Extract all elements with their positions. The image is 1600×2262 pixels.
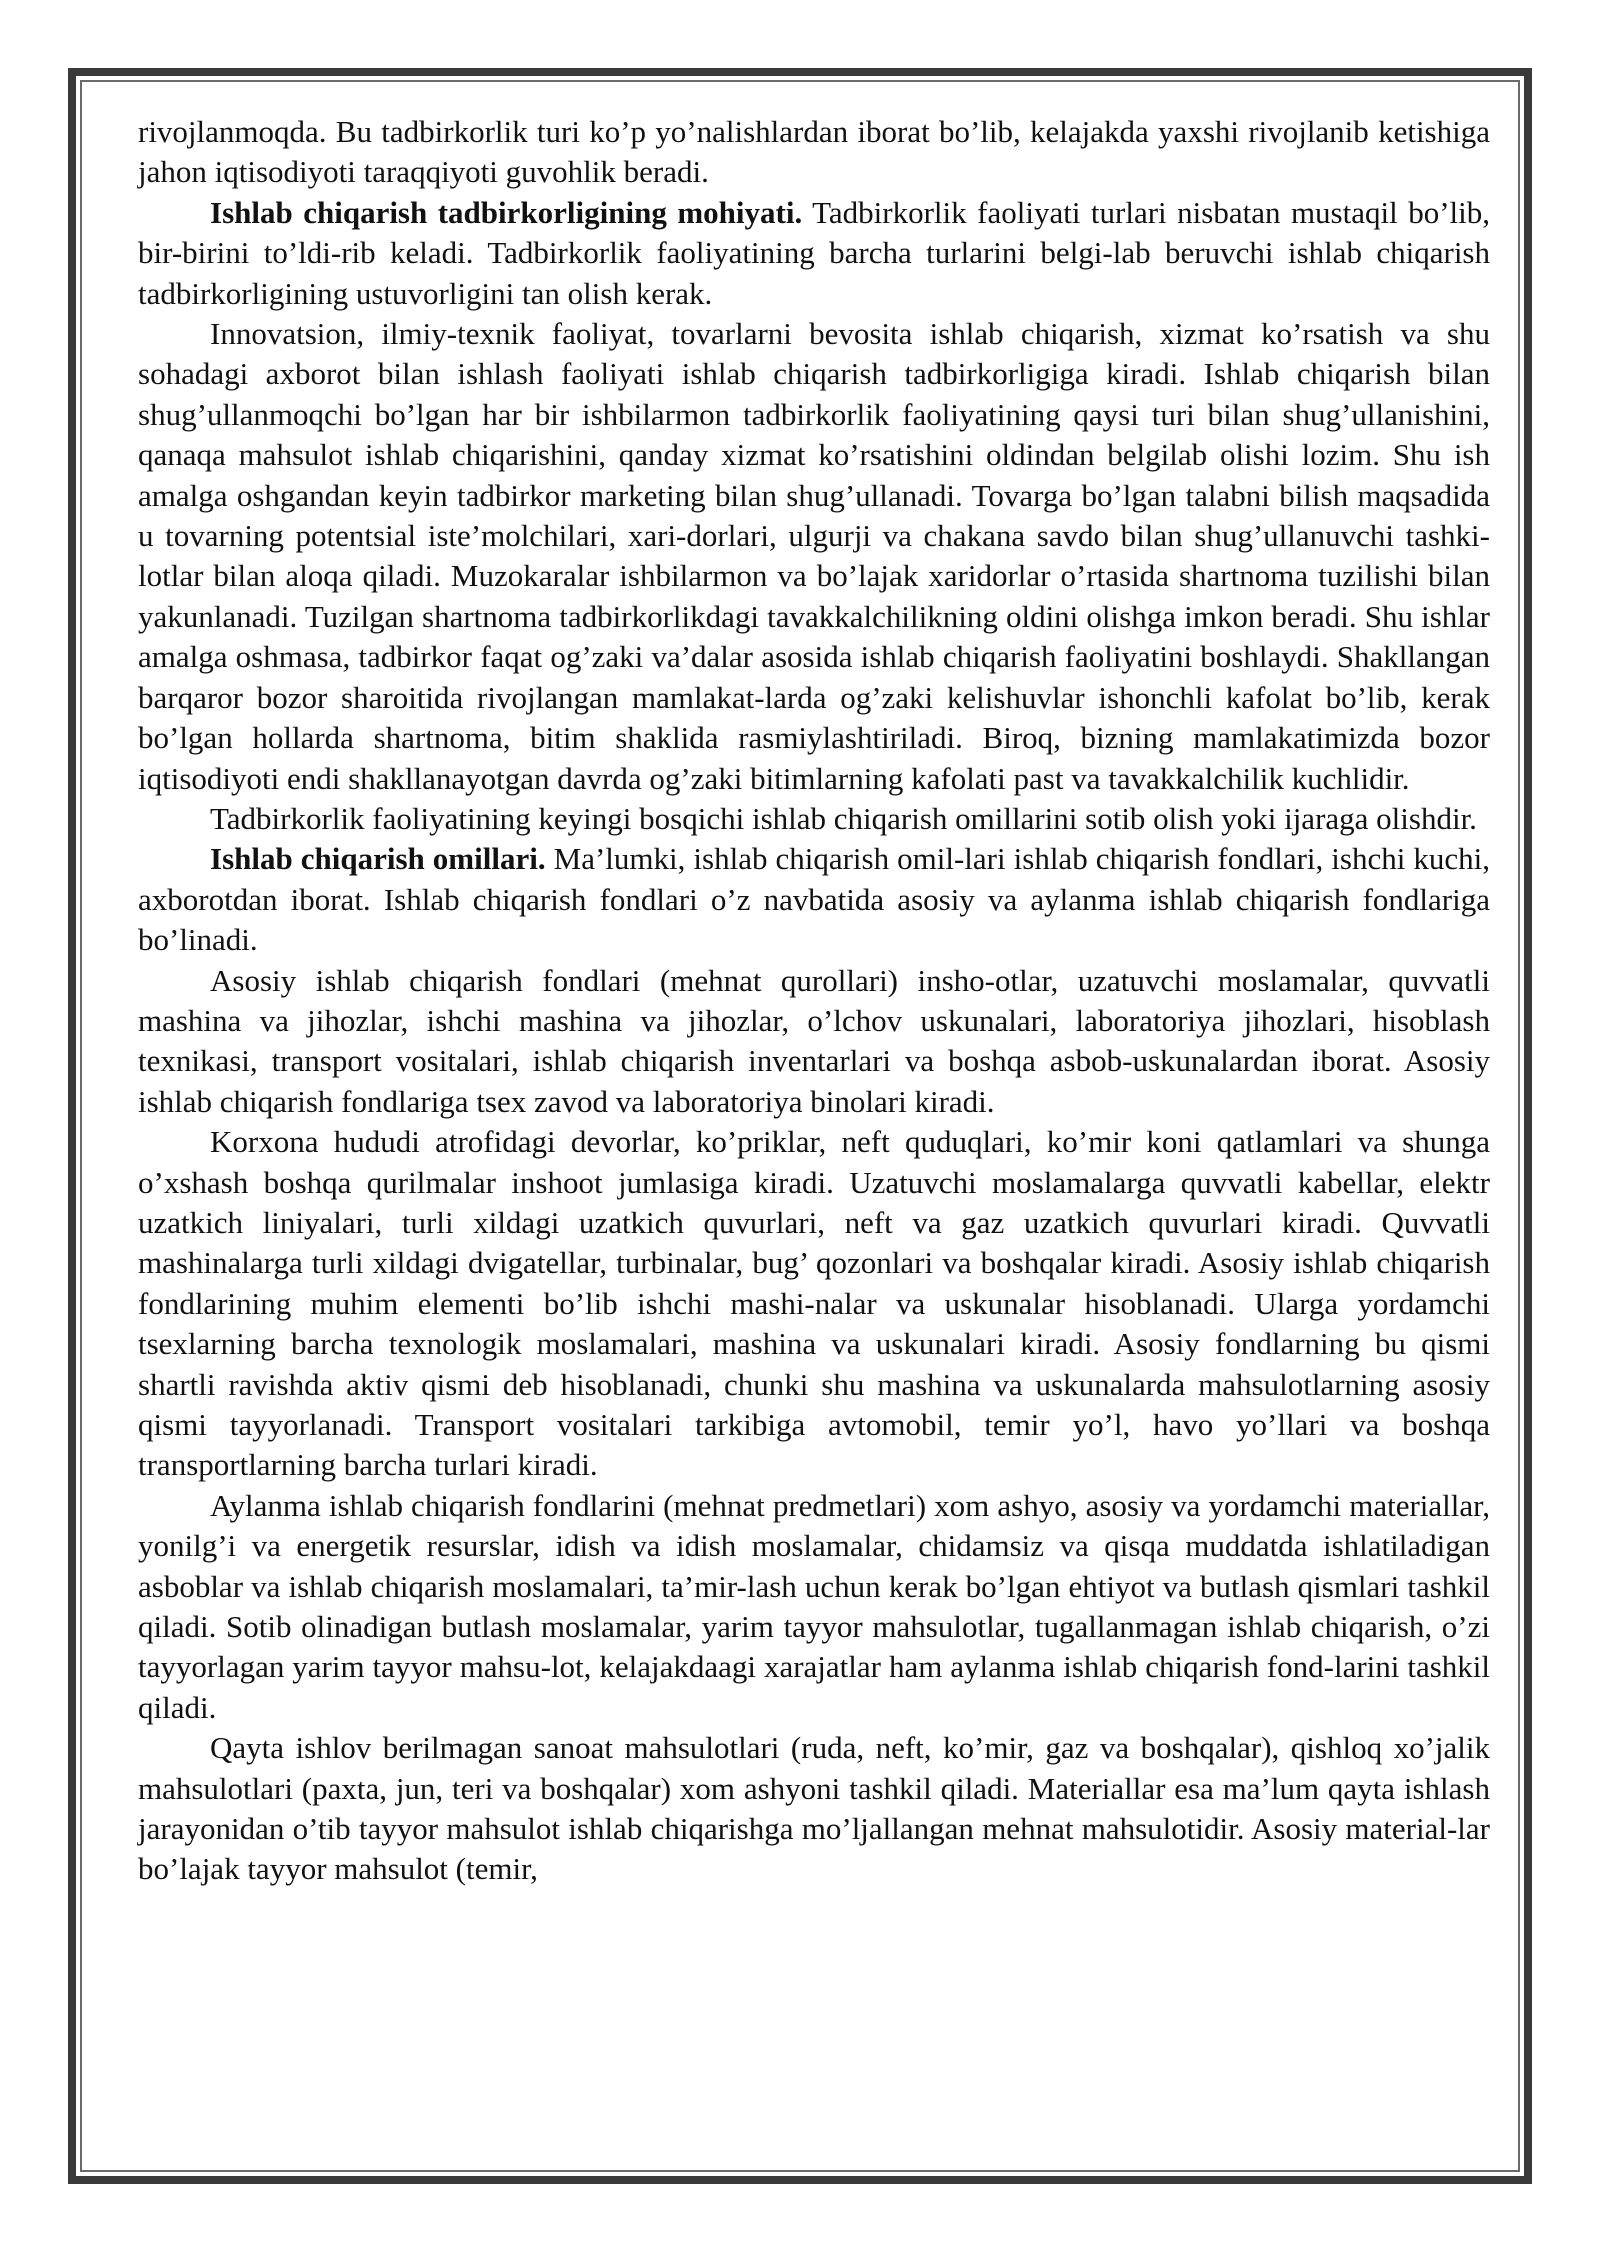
- section-heading-omillari: Ishlab chiqarish omillari.: [210, 841, 546, 877]
- paragraph-5: [138, 839, 1490, 960]
- paragraph-7: [138, 1122, 1490, 1486]
- document-body: [138, 112, 1490, 1890]
- paragraph-4: [138, 799, 1490, 839]
- paragraph-1: [138, 112, 1490, 193]
- paragraph-text: Qayta ishlov berilmagan sanoat mahsulotlari (ruda, neft, ko’mir, gaz va boshqalar), qishloq xo’jalik mahsulotlari (paxta, jun, teri va boshqalar) xom ashyoni tashkil qiladi. Materiallar esa ma’lum qayta ishlash jarayonidan o’tib tayyor mahsulot ishlab chiqarishga mo’ljallangan mehnat mahsulotidir. Asosiy material-lar bo’lajak tayyor mahsulot (temir,: [138, 1730, 1490, 1887]
- paragraph-9: [138, 1728, 1490, 1890]
- paragraph-3: [138, 314, 1490, 799]
- paragraph-text: Aylanma ishlab chiqarish fondlarini (mehnat predmetlari) xom ashyo, asosiy va yordamchi materiallar, yonilg’i va energetik resurslar, idish va idish moslamalar, chidamsiz va qisqa muddatda ishlatiladigan asboblar va ishlab chiqarish moslamalari, ta’mir-lash uchun kerak bo’lgan ehtiyot va butlash qismlari tashkil qiladi. Sotib olinadigan butlash moslamalar, yarim tayyor mahsulotlar, tugallanmagan ishlab chiqarish, o’zi tayyorlagan yarim tayyor mahsu-lot, kelajakdaagi xarajatlar ham aylanma ishlab chiqarish fond-larini tashkil qiladi.: [138, 1487, 1490, 1725]
- paragraph-text: Ma’lumki, ishlab chiqarish omil-lari ishlab chiqarish fondlari, ishchi kuchi, axborotdan iborat. Ishlab chiqarish fondlari o’z navbatida asosiy va aylanma ishlab chiqarish fondlariga bo’linadi.: [138, 841, 1490, 958]
- paragraph-text: Asosiy ishlab chiqarish fondlari (mehnat qurollari) insho-otlar, uzatuvchi moslamalar, quvvatli mashina va jihozlar, ishchi mashina va jihozlar, o’lchov uskunalari, laboratoriya jihozlari, hisoblash texnikasi, transport vositalari, ishlab chiqarish inventarlari va boshqa asbob-uskunalardan iborat. Asosiy ishlab chiqarish fondlariga tsex zavod va laboratoriya binolari kiradi.: [138, 962, 1490, 1119]
- paragraph-text: Korxona hududi atrofidagi devorlar, ko’priklar, neft quduqlari, ko’mir koni qatlamlari va shunga o’xshash boshqa qurilmalar inshoot jumlasiga kiradi. Uzatuvchi moslamalarga quvvatli kabellar, elektr uzatkich liniyalari, turli xildagi uzatkich quvurlari, neft va gaz uzatkich quvurlari kiradi. Quvvatli mashinalarga turli xildagi dvigatellar, turbinalar, bug’ qozonlari va boshqalar kiradi. Asosiy ishlab chiqarish fondlarining muhim elementi bo’lib ishchi mashi-nalar va uskunalar hisoblanadi. Ularga yordamchi tsexlarning barcha texnologik moslamalari, mashina va uskunalari kiradi. Asosiy fondlarning bu qismi shartli ravishda aktiv qismi deb hisoblanadi, chunki shu mashina va uskunalarda mahsulotlarning asosiy qismi tayyorlanadi. Transport vositalari tarkibiga avtomobil, temir yo’l, havo yo’llari va boshqa transportlarning barcha turlari kiradi.: [138, 1124, 1490, 1483]
- paragraph-2: [138, 193, 1490, 314]
- paragraph-text: Innovatsion, ilmiy-texnik faoliyat, tovarlarni bevosita ishlab chiqarish, xizmat ko’rsatish va shu sohadagi axborot bilan ishlash faoliyati ishlab chiqarish tadbirkorligiga kiradi. Ishlab chiqarish bilan shug’ullanmoqchi bo’lgan har bir ishbilarmon tadbirkorlik faoliyatining qaysi turi bilan shug’ullanishini, qanaqa mahsulot ishlab chiqarishini, qanday xizmat ko’rsatishini oldindan belgilab olishi lozim. Shu ish amalga oshgandan keyin tadbirkor marketing bilan shug’ullanadi. Tovarga bo’lgan talabni bilish maqsadida u tovarning potentsial iste’molchilari, xari-dorlari, ulgurji va chakana savdo bilan shug’ullanuvchi tashki-lotlar bilan aloqa qiladi. Muzokaralar ishbilarmon va bo’lajak xaridorlar o’rtasida shartnoma tuzilishi bilan yakunlanadi. Tuzilgan shartnoma tadbirkorlikdagi tavakkalchilikning oldini olishga imkon beradi. Shu ishlar amalga oshmasa, tadbirkor faqat og’zaki va’dalar asosida ishlab chiqarish faoliyatini boshlaydi. Shakllangan barqaror bozor sharoitida rivojlangan mamlakat-larda og’zaki kelishuvlar ishonchli kafolat bo’lib, kerak bo’lgan hollarda shartnoma, bitim shaklida rasmiylashtiriladi. Biroq, bizning mamlakatimizda bozor iqtisodiyoti endi shakllanayotgan davrda og’zaki bitimlarning kafolati past va tavakkalchilik kuchlidir.: [138, 316, 1490, 796]
- paragraph-text: Tadbirkorlik faoliyati turlari nisbatan mustaqil bo’lib, bir-birini to’ldi-rib keladi. Tadbirkorlik faoliyatining barcha turlarini belgi-lab beruvchi ishlab chiqarish tadbirkorligining ustuvorligini tan olish kerak.: [138, 194, 1491, 311]
- paragraph-6: [138, 961, 1490, 1123]
- section-heading-mohiyati: Ishlab chiqarish tadbirkorligining mohiyati.: [210, 194, 803, 230]
- paragraph-text: Tadbirkorlik faoliyatining keyingi bosqichi ishlab chiqarish omillarini sotib olish yoki ijaraga olishdir.: [210, 800, 1477, 836]
- paragraph-text: rivojlanmoqda. Bu tadbirkorlik turi ko’p yo’nalishlardan iborat bo’lib, kelajakda yaxshi rivojlanib ketishiga jahon iqtisodiyoti taraqqiyoti guvohlik beradi.: [138, 114, 1490, 190]
- paragraph-8: [138, 1486, 1490, 1728]
